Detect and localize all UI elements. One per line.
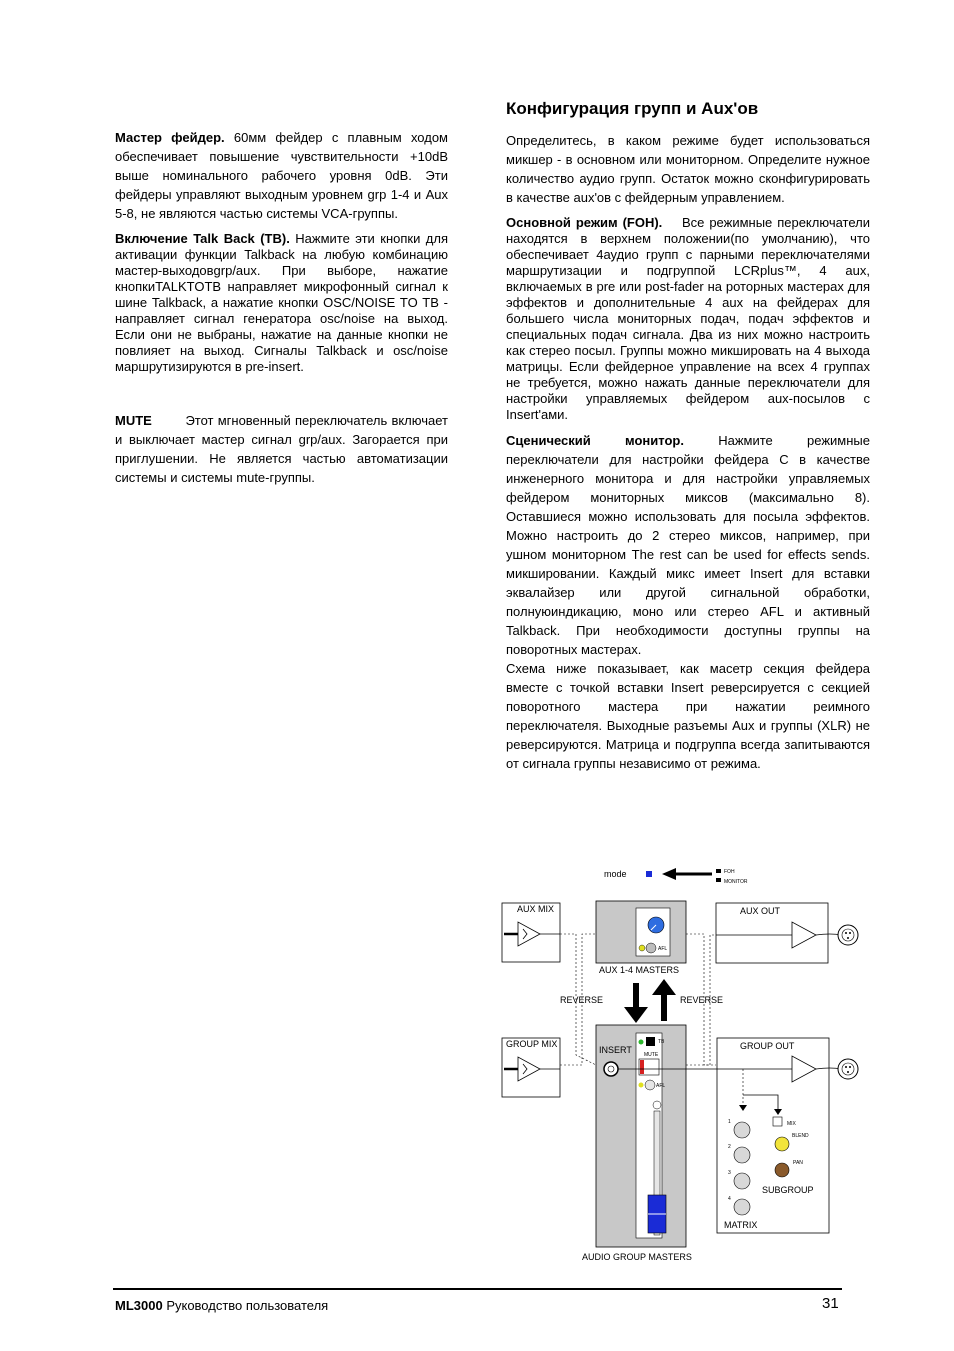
mute-text: Этот мгновенный переключатель включает и выключает мастер сигнал grp/aux. Загорается при приглушении. Не является частью автоматизации системы и системы mute-группы. bbox=[115, 413, 452, 485]
reverse-up-arrow bbox=[652, 979, 676, 995]
tb-led bbox=[639, 1040, 644, 1045]
right-column bbox=[506, 99, 874, 781]
fader-scale-marker bbox=[653, 1101, 661, 1109]
group-afl-led bbox=[639, 1083, 644, 1088]
matrix-number-2: 2 bbox=[728, 1144, 731, 1150]
left-column bbox=[115, 128, 452, 495]
talkback-heading: Включение Talk Back (TB). bbox=[115, 231, 290, 246]
master-fader-paragraph bbox=[115, 128, 448, 223]
diagram-explanation-paragraph: Схема ниже показывает, как масетр секция фейдера вместе с точкой вставки Insert реверсируется с секцией поворотного мастера при нажатии реимного переключателя. Выходные разъемы Aux и группы (XLR) не реверсируются. Матрица и подгруппа всегда запитываются от сигнала группы независимо от режима. bbox=[506, 661, 870, 771]
mix-label: MIX bbox=[787, 1121, 796, 1127]
stage-monitor-heading: Сценический монитор. bbox=[506, 433, 684, 448]
page-number: 31 bbox=[822, 1295, 839, 1312]
group-out-label: GROUP OUT bbox=[740, 1041, 795, 1051]
monitor-switch-icon bbox=[716, 878, 721, 882]
talkback-text: Нажмите эти кнопки для активации функции Talkback на любую комбинацию мастер-выходовgrp/aux. При выборе, нажатие кнопкиTALKTOTB направляет микрофонный сигнал к шине Talkback, а нажатие кнопки OSC/NOISE TO TB - направляет сигнал генератора osc/noise на выход. Если они не выбраны, нажатие на данные кнопки не повлияет на выход. Сигналы Talkback и osc/noise маршрутизируются в pre-insert. bbox=[115, 231, 448, 374]
aux-afl-led bbox=[639, 945, 645, 951]
aux-afl-label: AFL bbox=[658, 946, 668, 952]
footer-title bbox=[115, 1298, 328, 1313]
group-mix-label: GROUP MIX bbox=[506, 1039, 558, 1049]
blend-label: BLEND bbox=[792, 1133, 809, 1139]
tb-button[interactable] bbox=[646, 1037, 655, 1046]
foh-paragraph bbox=[506, 215, 874, 423]
reverse-right-label: REVERSE bbox=[680, 995, 724, 1005]
matrix-knob-2[interactable] bbox=[734, 1147, 750, 1163]
stage-monitor-text: Нажмите режимные переключатели для настройки фейдера С в качестве инженерного монитора и для настройки управляемых фейдером мониторных миксов (максимально 8). Оставшиеся можно использовать для посыла эффектов. Можно настроить до 2 стерео миксов, например, при ушном мониторном The rest can be used for effects sends. микшировании. Каждый микс имеет Insert для вставки эквалайзер или другой сигнальной обработки, полнуюиндикацию, моно или стерео AFL и активный Talkback. При необходимости доступны группы на поворотных мастерах. bbox=[506, 433, 870, 657]
aux-mix-label: AUX MIX bbox=[517, 904, 555, 914]
master-fader-heading: Мастер фейдер. bbox=[115, 130, 225, 145]
matrix-knob-4[interactable] bbox=[734, 1199, 750, 1215]
talkback-paragraph bbox=[115, 231, 448, 375]
foh-heading: Основной режим (FOH). bbox=[506, 215, 663, 230]
audio-group-masters-label: AUDIO GROUP MASTERS bbox=[582, 1252, 692, 1262]
footer-manual-title: Руководство пользователя bbox=[162, 1298, 329, 1313]
aux-afl-button[interactable] bbox=[646, 943, 656, 953]
group-afl-button[interactable] bbox=[645, 1080, 655, 1090]
reverse-left-label: REVERSE bbox=[560, 995, 604, 1005]
intro-paragraph: Определитесь, в каком режиме будет использоваться микшер - в основном или мониторном. Определите нужное количество аудио групп. Остаток можно сконфигурировать в качестве aux'ов с фейдерным управлением. bbox=[506, 133, 870, 205]
monitor-label: MONITOR bbox=[724, 879, 748, 885]
mode-label: mode bbox=[604, 869, 627, 879]
matrix-knob-1[interactable] bbox=[734, 1122, 750, 1138]
subgroup-label: SUBGROUP bbox=[762, 1185, 814, 1195]
matrix-number-4: 4 bbox=[728, 1196, 731, 1202]
matrix-label: MATRIX bbox=[724, 1220, 758, 1230]
group-afl-label: AFL bbox=[656, 1083, 666, 1089]
foh-switch-icon bbox=[716, 869, 721, 873]
tb-label: TB bbox=[658, 1039, 665, 1045]
section-heading: Конфигурация групп и Aux'ов bbox=[506, 99, 759, 118]
insert-label: INSERT bbox=[599, 1045, 632, 1055]
aux-masters-label: AUX 1-4 MASTERS bbox=[599, 965, 680, 975]
master-fader-text: 60мм фейдер с плавным ходом обеспечивает повышение чувствительности +10dB выше номинального рабочего уровня 0dB. Эти фейдеры управляют выходным уровнем grp 1-4 и Aux 5-8, не являются частью системы VCA-группы. bbox=[115, 130, 448, 221]
blend-knob[interactable] bbox=[775, 1137, 789, 1151]
mode-arrow-head bbox=[662, 868, 676, 880]
matrix-number-3: 3 bbox=[728, 1170, 731, 1176]
mute-led bbox=[640, 1060, 644, 1074]
mode-switch-led bbox=[646, 871, 652, 877]
footer-model: ML3000 bbox=[115, 1298, 163, 1313]
footer-rule bbox=[113, 1288, 842, 1290]
foh-label: FOH bbox=[724, 869, 735, 875]
matrix-knob-3[interactable] bbox=[734, 1173, 750, 1189]
reverse-down-arrow bbox=[624, 1007, 648, 1023]
aux-out-label: AUX OUT bbox=[740, 906, 781, 916]
routing-diagram bbox=[490, 855, 870, 1270]
mute-label: MUTE bbox=[644, 1052, 659, 1058]
pan-label: PAN bbox=[793, 1160, 803, 1166]
pan-knob[interactable] bbox=[775, 1163, 789, 1177]
foh-text: Все режимные переключатели находятся в верхнем положении(по умолчанию), что обеспечивает 4аудио групп с парными переключателями маршрутизации и подгруппой LCRplus™, 4 aux, включаемых в pre или post-fader на роторных мастерах для эффектов и дополнительные 4 aux на фейдерах для большего числа мониторных подач, подач эффектов и специальных подач сигнала. Два из них можно настроить как стерео посыл. Группы можно микшировать на 4 выхода матрицы. Если фейдерное управление на всех 4 группах не требуется, можно нажать данные переключатели для настройки управляемых фейдером aux-посылов с Insert'ами. bbox=[506, 215, 874, 422]
mute-heading: MUTE bbox=[115, 413, 152, 428]
stage-monitor-paragraph bbox=[506, 431, 870, 659]
mute-paragraph bbox=[115, 411, 452, 487]
matrix-number-1: 1 bbox=[728, 1119, 731, 1125]
mix-switch[interactable] bbox=[773, 1117, 782, 1126]
